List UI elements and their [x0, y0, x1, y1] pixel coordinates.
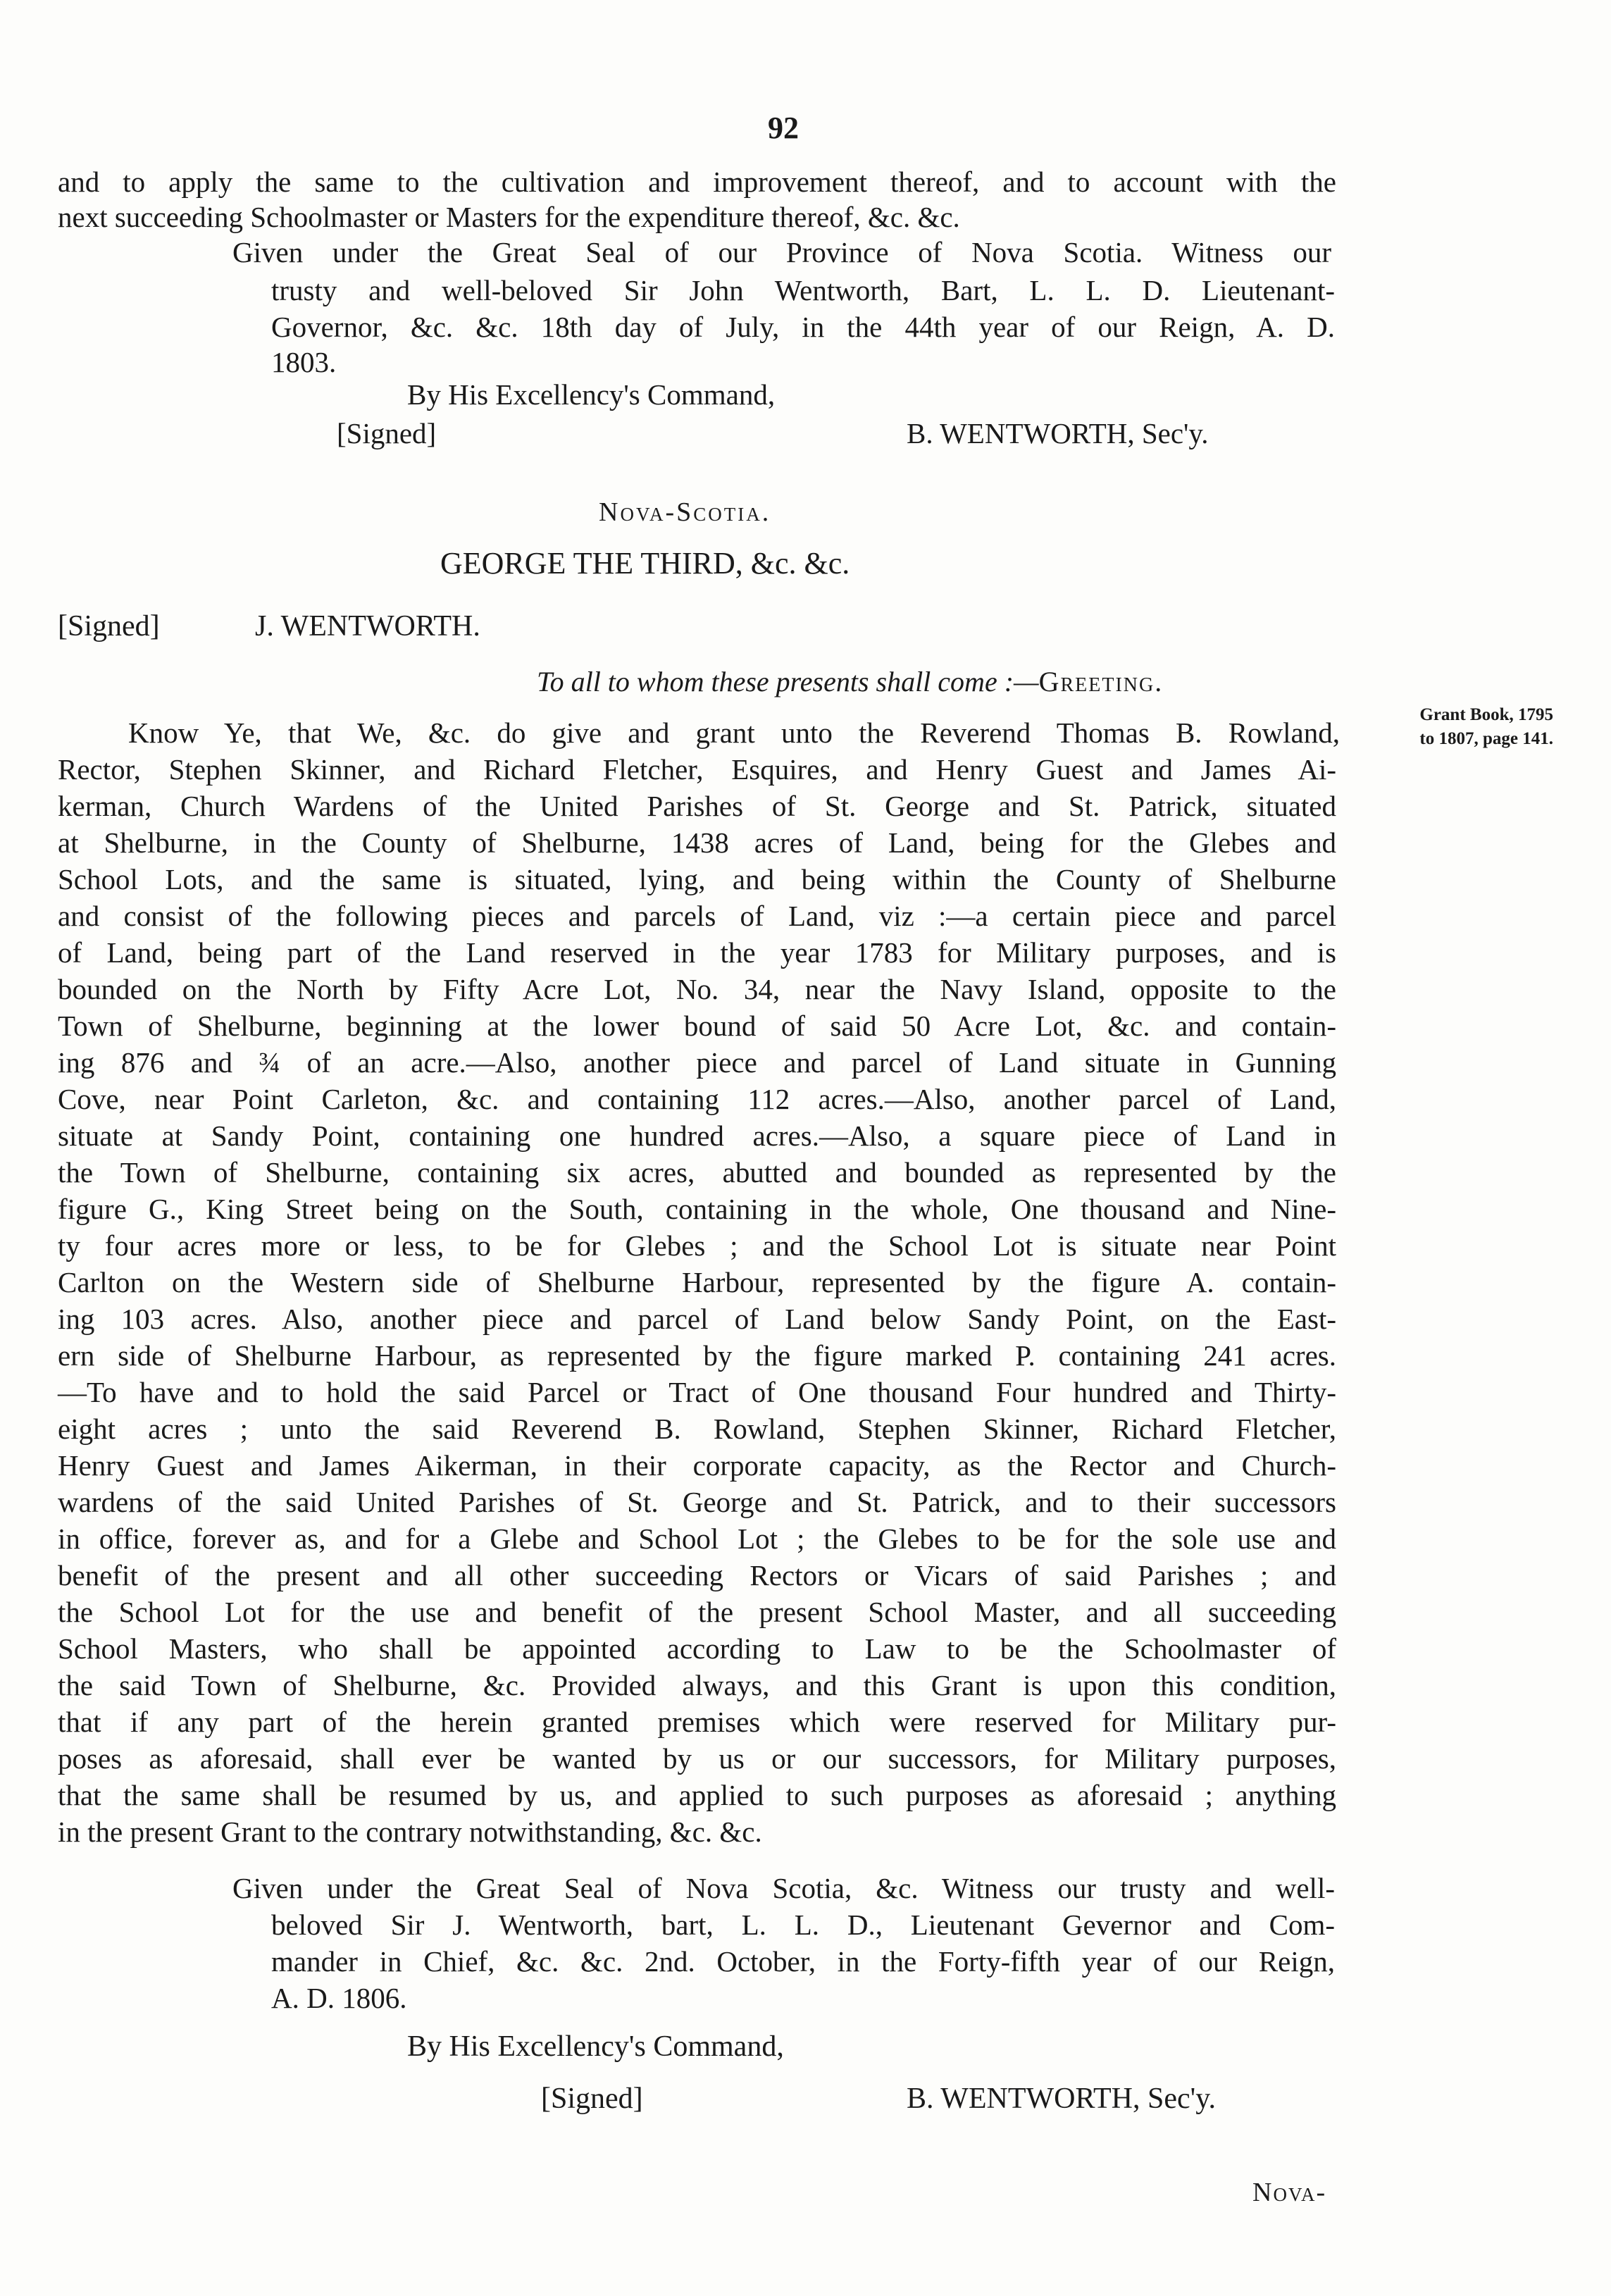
top-paragraph-line-2: next succeeding Schoolmaster or Masters for the expenditure thereof, &c. &c.	[58, 201, 960, 233]
grant-line-24: benefit of the present and all other succeeding Rectors or Vicars of said Parishes ; and	[58, 1559, 1336, 1591]
given-1803-line-1: Given under the Great Seal of our Province of Nova Scotia. Witness our	[232, 236, 1331, 268]
catchword: Nova-	[1252, 2178, 1327, 2207]
page-number: 92	[768, 111, 799, 145]
given-1806-line-4: A. D. 1806.	[271, 1982, 407, 2014]
grant-line-29: poses as aforesaid, shall ever be wanted by us or our successors, for Military purposes,	[58, 1742, 1336, 1775]
grant-line-12: situate at Sandy Point, containing one hundred acres.—Also, a square piece of Land in	[58, 1119, 1336, 1152]
greeting-word: Greeting.	[1038, 666, 1164, 697]
grant-line-4: at Shelburne, in the County of Shelburne, 1438 acres of Land, being for the Glebes and	[58, 826, 1336, 859]
grant-line-26: School Masters, who shall be appointed according to Law to be the Schoolmaster of	[58, 1632, 1336, 1665]
given-1803-line-4: 1803.	[271, 346, 337, 378]
given-1806-line-2: beloved Sir J. Wentworth, bart, L. L. D., Lieutenant Gevernor and Com-	[271, 1909, 1335, 1941]
province-heading: Nova-Scotia.	[599, 497, 771, 527]
given-1803-line-3: Governor, &c. &c. 18th day of July, in the 44th year of our Reign, A. D.	[271, 311, 1335, 343]
top-paragraph-line-1: and to apply the same to the cultivation and improvement thereof, and to account with the	[58, 166, 1336, 198]
given-1806-line-3: mander in Chief, &c. &c. 2nd. October, in the Forty-fifth year of our Reign,	[271, 1945, 1335, 1978]
grant-line-31: in the present Grant to the contrary notwithstanding, &c. &c.	[58, 1816, 762, 1848]
grant-line-14: figure G., King Street being on the South, containing in the whole, One thousand and Nine-	[58, 1193, 1336, 1225]
given-1803-line-2: trusty and well-beloved Sir John Wentworth, Bart, L. L. D. Lieutenant-	[271, 274, 1335, 306]
grant-line-16: Carlton on the Western side of Shelburne Harbour, represented by the figure A. contain-	[58, 1266, 1336, 1298]
grant-line-19: —To have and to hold the said Parcel or Tract of One thousand Four hundred and Thirty-	[58, 1376, 1336, 1408]
grant-line-21: Henry Guest and James Aikerman, in their corporate capacity, as the Rector and Church-	[58, 1449, 1336, 1482]
secretary-1806: B. WENTWORTH, Sec'y.	[907, 2083, 1216, 2115]
command-1806: By His Excellency's Command,	[407, 2030, 784, 2063]
grant-line-1: Know Ye, that We, &c. do give and grant unto the Reverend Thomas B. Rowland,	[128, 716, 1340, 749]
command-1803: By His Excellency's Command,	[407, 378, 776, 411]
grant-line-23: in office, forever as, and for a Glebe and School Lot ; the Glebes to be for the sole use and	[58, 1522, 1336, 1555]
signed-governor-name: J. WENTWORTH.	[255, 610, 480, 643]
greeting-line	[537, 668, 1163, 696]
grant-line-17: ing 103 acres. Also, another piece and parcel of Land below Sandy Point, on the East-	[58, 1303, 1336, 1335]
grant-line-6: and consist of the following pieces and parcels of Land, viz :—a certain piece and parcel	[58, 900, 1336, 932]
grant-line-13: the Town of Shelburne, containing six acres, abutted and bounded as represented by the	[58, 1156, 1336, 1189]
grant-line-11: Cove, near Point Carleton, &c. and containing 112 acres.—Also, another parcel of Land,	[58, 1083, 1336, 1115]
margin-note-line-2: to 1807, page 141.	[1419, 729, 1553, 748]
grant-line-25: the School Lot for the use and benefit of the present School Master, and all succeeding	[58, 1596, 1336, 1628]
margin-note-line-1: Grant Book, 1795	[1419, 705, 1553, 724]
given-1806-line-1: Given under the Great Seal of Nova Scotia, &c. Witness our trusty and well-	[232, 1872, 1335, 1904]
grant-line-22: wardens of the said United Parishes of St. George and St. Patrick, and to their successors	[58, 1486, 1336, 1518]
grant-line-20: eight acres ; unto the said Reverend B. Rowland, Stephen Skinner, Richard Fletcher,	[58, 1413, 1336, 1445]
grant-line-3: kerman, Church Wardens of the United Parishes of St. George and St. Patrick, situated	[58, 790, 1336, 822]
grant-line-18: ern side of Shelburne Harbour, as represented by the figure marked P. containing 241 acres.	[58, 1339, 1336, 1372]
signed-1806: [Signed]	[541, 2083, 643, 2115]
king-heading: GEORGE THE THIRD, &c. &c.	[440, 546, 850, 581]
grant-line-8: bounded on the North by Fifty Acre Lot, No. 34, near the Navy Island, opposite to the	[58, 973, 1336, 1005]
grant-line-28: that if any part of the herein granted premises which were reserved for Military pur-	[58, 1706, 1336, 1738]
grant-line-2: Rector, Stephen Skinner, and Richard Fletcher, Esquires, and Henry Guest and James Ai-	[58, 753, 1336, 786]
grant-line-7: of Land, being part of the Land reserved in the year 1783 for Military purposes, and is	[58, 936, 1336, 969]
grant-line-30: that the same shall be resumed by us, and applied to such purposes as aforesaid ; anything	[58, 1779, 1336, 1811]
grant-line-9: Town of Shelburne, beginning at the lower bound of said 50 Acre Lot, &c. and contain-	[58, 1010, 1336, 1042]
grant-line-10: ing 876 and ¾ of an acre.—Also, another piece and parcel of Land situate in Gunning	[58, 1046, 1336, 1079]
secretary-1803: B. WENTWORTH, Sec'y.	[907, 417, 1209, 449]
greeting-text: To all to whom these presents shall come :—	[537, 666, 1039, 697]
signed-governor-label: [Signed]	[58, 610, 160, 643]
grant-line-5: School Lots, and the same is situated, lying, and being within the County of Shelburne	[58, 863, 1336, 895]
signed-1803: [Signed]	[337, 417, 437, 449]
grant-line-15: ty four acres more or less, to be for Glebes ; and the School Lot is situate near Point	[58, 1229, 1336, 1262]
grant-line-27: the said Town of Shelburne, &c. Provided always, and this Grant is upon this condition,	[58, 1669, 1336, 1701]
